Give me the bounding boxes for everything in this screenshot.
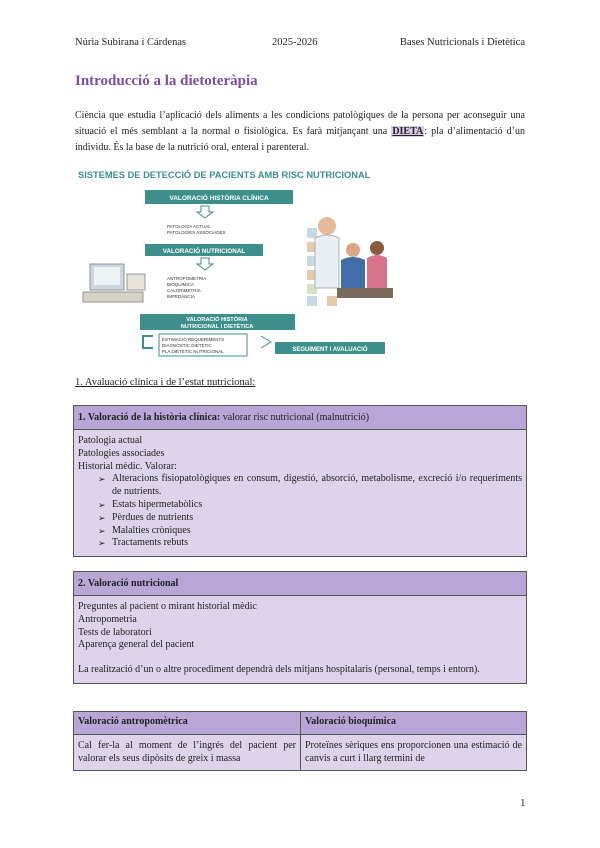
box-line: Patologia actual [78, 435, 143, 446]
intro-paragraph [75, 108, 525, 156]
bullet-item: ➢ Tractaments rebuts [98, 537, 522, 550]
table-row [74, 735, 526, 770]
table-header-cell: Valoració antropomètrica [74, 712, 300, 735]
intro-text-1: Ciència que estudia l’aplicació dels aliments a les condicions patològiques de la persona per aconseguir una situació el més semblant a la normal o fisiològica. Es farà mitjançant una [75, 110, 525, 137]
box-line: Antropometria [78, 613, 137, 625]
step1-item: PATOLOGIA ACTUAL [167, 224, 211, 229]
header-course: Bases Nutricionals i Dietètica [399, 37, 525, 48]
assessment-table [73, 711, 527, 771]
step3-item: PLA DIETÈTIC NUTRICIONAL [162, 349, 224, 354]
step2-item: CALORIMETRIA [167, 288, 201, 293]
screening-diagram [75, 168, 395, 358]
bullet-item: ➢ Alteracions fisiopatològiques en consum, digestió, absorció, metabolisme, excreció i/o requeriments de nutrients. [98, 473, 522, 499]
nutritional-assessment-box [73, 571, 527, 684]
step1-label: VALORACIÓ HISTÒRIA CLÍNICA [169, 195, 269, 202]
table-cell: Proteïnes sèriques ens proporcionen una estimació de canvis a curt i llarg termini de [300, 735, 526, 770]
step1-item: PATOLOGIES ASSOCIADES [167, 230, 226, 235]
table-cell: Cal fer-la al moment de l’ingrés del pacient per valorar els seus dipòsits de greix i massa [74, 735, 300, 770]
bullet-list [78, 473, 522, 550]
final-label: SEGUIMENT I AVALUACIÓ [292, 347, 368, 353]
step3-item: DIAGNÒSTIC DIETÈTIC [162, 343, 212, 348]
box-heading-rest: valorar risc nutricional (malnutrició) [220, 412, 370, 423]
box-heading-bold: 1. Valoració de la història clínica: [78, 412, 221, 423]
page-title: Introducció a la dietoteràpia [75, 73, 258, 89]
arrow-down-icon [197, 258, 213, 270]
box-line: Tests de laboratori [78, 626, 152, 638]
box-line: Patologies associades [78, 447, 165, 459]
table-header-row [74, 712, 526, 735]
bullet-item: ➢ Estats hipermetabòlics [98, 499, 522, 512]
header-year: 2025-2026 [272, 37, 318, 48]
arrow-down-icon [197, 206, 213, 218]
table-header-cell: Valoració bioquímica [300, 712, 526, 735]
box-body [74, 430, 526, 556]
step2-label: VALORACIÓ NUTRICIONAL [162, 248, 246, 255]
box-line: Historial mèdic. Valorar: [78, 460, 177, 472]
diagram-title: SISTEMES DE DETECCIÓ DE PACIENTS AMB RISC NUTRICIONAL [78, 170, 371, 180]
step3-label-1: VALORACIÓ HISTÒRIA [186, 317, 248, 323]
patient-consultation-illustration [307, 217, 393, 306]
box-note: La realització d’un o altre procediment dependrà dels mitjans hospitalaris (personal, temps i entorn). [78, 664, 480, 676]
step2-item: IMPEDÀNCIA [167, 294, 196, 299]
box-header [74, 406, 526, 430]
box-line: Preguntes al pacient o mirant historial mèdic [78, 601, 257, 612]
arrow-right-icon [261, 336, 271, 348]
box-line: Aparença general del pacient [78, 639, 195, 651]
clinical-history-box [73, 405, 527, 557]
bullet-item: ➢ Malalties cròniques [98, 525, 522, 538]
loop-arrow-icon [143, 336, 153, 348]
box-body [74, 596, 526, 683]
computer-illustration [83, 264, 145, 302]
header-author: Núria Subirana i Cárdenas [75, 37, 187, 48]
step3-item: ESTIMACIÓ REQUERIMENTS [162, 337, 225, 342]
step3-label-2: NUTRICIONAL I DIETÈTICA [180, 324, 254, 330]
step2-item: ANTROPOMETRIA [167, 276, 207, 281]
dieta-term: DIETA [392, 126, 424, 137]
page-number: 1 [520, 797, 526, 809]
intro-text-2: : pla d’alimentació d’un individu. És la base de la nutrició oral, enteral i parenteral. [75, 126, 525, 153]
step2-item: BIOQUÍMICA [167, 282, 195, 287]
section-1-title: 1. Avaluació clínica i de l’estat nutricional: [75, 377, 256, 388]
box-header: 2. Valoració nutricional [74, 572, 526, 596]
bullet-item: ➢ Pèrdues de nutrients [98, 512, 522, 525]
